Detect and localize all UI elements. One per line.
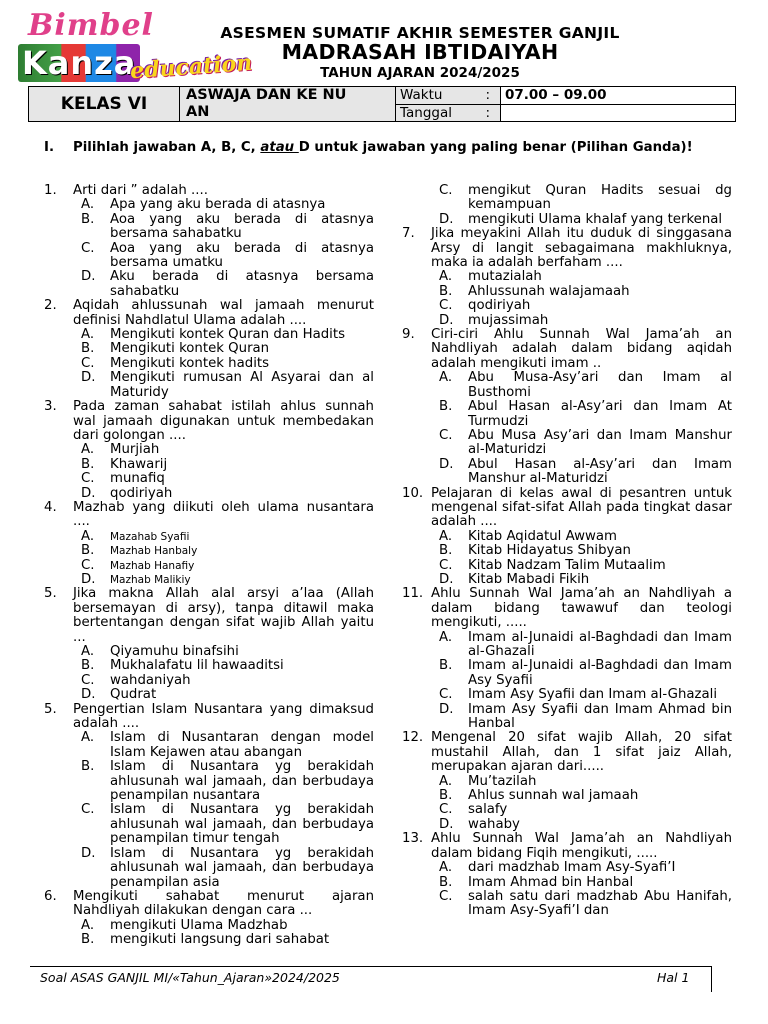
option-text: Mengikuti rumusan Al Asyarai dan al Maturidy bbox=[110, 370, 374, 400]
answer-option bbox=[81, 342, 374, 356]
option-letter: B. bbox=[81, 456, 95, 472]
question-text: Ciri-ciri Ahlu Sunnah Wal Jama’ah an Nahdliyah adalah dalam bidang aqidah adalah mengikuti imam .. bbox=[431, 327, 732, 371]
answer-option bbox=[439, 890, 732, 919]
answer-option bbox=[81, 487, 374, 501]
option-text: Khawarij bbox=[110, 456, 168, 472]
option-letter: A. bbox=[439, 860, 453, 876]
answer-option bbox=[439, 429, 732, 458]
footer-divider bbox=[30, 966, 712, 967]
option-text: Abu Musa Asy’ari dan Imam Manshur al-Maturidzi bbox=[468, 427, 732, 458]
option-text: Ahlus sunnah wal jamaah bbox=[468, 788, 639, 804]
date-label: Tanggal bbox=[400, 104, 453, 121]
option-text: Mazhab Hanafiy bbox=[110, 559, 195, 572]
answer-option bbox=[81, 371, 374, 400]
option-letter: D. bbox=[81, 845, 96, 861]
question-number: 5. bbox=[44, 701, 57, 717]
question-item bbox=[402, 328, 732, 486]
question-number: 5. bbox=[44, 586, 57, 602]
option-letter: B. bbox=[81, 759, 95, 775]
date-label-cell bbox=[396, 104, 501, 122]
answer-option bbox=[81, 242, 374, 271]
option-letter: C. bbox=[439, 183, 453, 198]
option-text: Mengikuti kontek Quran bbox=[110, 341, 270, 357]
question-item bbox=[44, 400, 374, 501]
question-number: 11. bbox=[402, 586, 424, 602]
left-column bbox=[44, 184, 374, 948]
question-number: 10. bbox=[402, 485, 424, 501]
option-text: salafy bbox=[468, 802, 508, 818]
option-text: Apa yang aku berada di atasnya bbox=[110, 197, 326, 213]
answer-option bbox=[439, 703, 732, 732]
option-letter: C. bbox=[81, 355, 95, 371]
option-letter: C. bbox=[439, 888, 453, 904]
question-text: Jika meyakini Allah itu duduk di singgasana Arsy di langit sebagaimana makhluknya, maka ia adalah berfaham .... bbox=[431, 226, 732, 271]
page-number: Hal 1 bbox=[657, 970, 690, 985]
question-item bbox=[44, 299, 374, 400]
option-text: Imam Asy Syafii dan Imam Ahmad bin Hanbal bbox=[468, 701, 732, 732]
question-item bbox=[402, 227, 732, 328]
option-text: Aoa yang aku berada di atasnya bersama sahabatku bbox=[110, 211, 374, 242]
logo-text-kanza: Kanza bbox=[18, 44, 140, 82]
answer-option bbox=[81, 573, 374, 587]
time-value: 07.00 – 09.00 bbox=[501, 87, 736, 105]
answer-option bbox=[81, 919, 374, 933]
option-letter: B. bbox=[439, 874, 453, 890]
option-text: Imam Ahmad bin Hanbal bbox=[468, 874, 634, 890]
answer-option bbox=[81, 443, 374, 457]
option-text: salah satu dari madzhab Abu Hanifah, Imam Asy-Syafi’I dan bbox=[468, 888, 732, 919]
option-letter: D. bbox=[81, 485, 96, 501]
option-letter: C. bbox=[81, 672, 95, 688]
question-text: Pada zaman sahabat istilah ahlus sunnah wal jamaah digunakan untuk membedakan dari golongan .... bbox=[73, 399, 374, 443]
answer-option bbox=[439, 530, 732, 544]
question-item bbox=[402, 487, 732, 588]
answer-option bbox=[81, 328, 374, 342]
answer-option bbox=[81, 803, 374, 846]
option-text: Mazhab Malikiy bbox=[110, 573, 191, 586]
option-letter: A. bbox=[81, 730, 95, 746]
question-text: Ahlu Sunnah Wal Jama’ah an Nahdliyah a dalam bidang tawawuf dan teologi mengikuti, ..... bbox=[431, 586, 732, 631]
instruction bbox=[44, 140, 734, 156]
option-text: Qudrat bbox=[110, 687, 157, 703]
answer-option bbox=[439, 659, 732, 688]
option-letter: B. bbox=[81, 932, 95, 948]
option-letter: A. bbox=[81, 917, 95, 933]
option-text: mengikut Quran Hadits sesuai dg kemampuan bbox=[468, 183, 732, 213]
subject-cell bbox=[180, 87, 396, 122]
option-letter: D. bbox=[439, 816, 454, 832]
option-text: Mengikuti kontek Quran dan Hadits bbox=[110, 327, 346, 343]
answer-option bbox=[439, 775, 732, 789]
option-letter: D. bbox=[81, 687, 96, 703]
option-text: munafiq bbox=[110, 471, 165, 487]
answer-option bbox=[439, 559, 732, 573]
question-item bbox=[44, 501, 374, 587]
question-number: 1. bbox=[44, 183, 57, 198]
class-cell: KELAS VI bbox=[29, 87, 180, 122]
answer-option bbox=[439, 213, 732, 227]
option-text: dari madzhab Imam Asy-Syafi’I bbox=[468, 860, 676, 876]
option-text: Qiyamuhu binafsihi bbox=[110, 644, 239, 659]
question-text: Mengenal 20 sifat wajib Allah, 20 sifat mustahil Allah, dan 1 sifat jaiz Allah, merupakan ajaran dari..... bbox=[431, 730, 732, 775]
answer-option bbox=[439, 789, 732, 803]
option-text: Mukhalafatu lil hawaaditsi bbox=[110, 658, 284, 674]
question-text: Arti dari ” adalah .... bbox=[73, 183, 208, 198]
answer-option bbox=[81, 357, 374, 371]
answer-option bbox=[439, 876, 732, 890]
time-label: Waktu bbox=[400, 87, 443, 103]
option-text: qodiriyah bbox=[468, 298, 531, 314]
question-item bbox=[44, 703, 374, 890]
option-text: Kitab Hidayatus Shibyan bbox=[468, 543, 631, 559]
answer-option bbox=[81, 731, 374, 760]
option-text: Islam di Nusantara yg berakidah ahlusunah wal jamaah, dan berbudaya penampilan asia bbox=[110, 845, 374, 890]
option-letter: B. bbox=[81, 341, 95, 357]
option-letter: A. bbox=[439, 773, 453, 789]
option-text: Abu Musa-Asy’ari dan Imam al Busthomi bbox=[468, 370, 732, 400]
answer-option bbox=[81, 544, 374, 558]
answer-option bbox=[81, 645, 374, 659]
answer-option bbox=[81, 688, 374, 702]
question-text: Aqidah ahlussunah wal jamaah menurut definisi Nahdlatul Ulama adalah .... bbox=[73, 298, 374, 328]
option-letter: B. bbox=[81, 658, 95, 674]
option-letter: C. bbox=[439, 557, 453, 573]
question-item bbox=[402, 832, 732, 918]
option-text: Islam di Nusantaran dengan model Islam Kejawen atau abangan bbox=[110, 730, 374, 760]
option-text: Aoa yang aku berada di atasnya bersama umatku bbox=[110, 240, 374, 271]
option-text: Mazhab Hanbaly bbox=[110, 545, 198, 558]
answer-option bbox=[81, 760, 374, 803]
answer-option bbox=[81, 458, 374, 472]
option-text: Abul Hasan al-Asy’ari dan Imam Manshur al-Maturidzi bbox=[468, 456, 732, 487]
subject-line-1: ASWAJA DAN KE NU bbox=[186, 87, 347, 103]
footer-title: Soal ASAS GANJIL MI/«Tahun_Ajaran»2024/2025 bbox=[40, 970, 340, 985]
option-letter: D. bbox=[439, 211, 454, 227]
option-letter: B. bbox=[439, 543, 453, 559]
question-number: 12. bbox=[402, 730, 424, 746]
time-colon: : bbox=[485, 87, 490, 103]
answer-option bbox=[439, 688, 732, 702]
option-letter: A. bbox=[439, 528, 453, 544]
option-letter: A. bbox=[81, 528, 95, 544]
option-letter: A. bbox=[81, 327, 95, 343]
question-number: 2. bbox=[44, 298, 57, 314]
option-letter: C. bbox=[81, 240, 95, 256]
question-item bbox=[402, 731, 732, 832]
option-letter: B. bbox=[439, 283, 453, 299]
question-number: 13. bbox=[402, 831, 424, 847]
option-text: Murjiah bbox=[110, 442, 160, 458]
option-text: Kitab Nadzam Talim Mutaalim bbox=[468, 557, 666, 573]
school-name: MADRASAH IBTIDAIYAH bbox=[281, 40, 559, 64]
option-text: Islam di Nusantara yg berakidah ahlusunah wal jamaah, dan berbudaya penampilan timur tengah bbox=[110, 802, 374, 847]
option-letter: C. bbox=[81, 802, 95, 818]
option-text: Islam di Nusantara yg berakidah ahlusunah wal jamaah, dan berbudaya penampilan nusantara bbox=[110, 759, 374, 804]
option-letter: D. bbox=[439, 312, 454, 328]
option-text: Aku berada di atasnya bersama sahabatku bbox=[110, 269, 374, 299]
subject-line-2: AN bbox=[186, 104, 210, 120]
option-letter: D. bbox=[81, 269, 96, 285]
answer-option bbox=[81, 559, 374, 573]
option-text: wahaby bbox=[468, 816, 520, 832]
answer-option bbox=[439, 299, 732, 313]
option-letter: B. bbox=[81, 543, 95, 559]
option-letter: A. bbox=[439, 629, 453, 645]
answer-option bbox=[439, 184, 732, 213]
footer-vertical-divider bbox=[711, 966, 712, 992]
option-letter: C. bbox=[81, 557, 95, 573]
option-text: Mazahab Syafii bbox=[110, 530, 190, 543]
option-letter: A. bbox=[81, 442, 95, 458]
answer-option bbox=[439, 314, 732, 328]
right-column bbox=[402, 184, 732, 919]
question-item bbox=[44, 587, 374, 702]
option-letter: B. bbox=[439, 658, 453, 674]
answer-option bbox=[439, 631, 732, 660]
question-number: 6. bbox=[44, 888, 57, 904]
question-item bbox=[44, 890, 374, 948]
option-letter: C. bbox=[439, 298, 453, 314]
date-value bbox=[501, 104, 736, 122]
question-text: Jika makna Allah alal arsyi a’laa (Allah bersemayan di arsy), tanpa ditawil maka bertentangan dengan sifat wajib Allah yaitu ... bbox=[73, 586, 374, 645]
option-text: Imam al-Junaidi al-Baghdadi dan Imam al-Ghazali bbox=[468, 629, 732, 659]
question-number: 3. bbox=[44, 399, 57, 415]
option-text: Mu’tazilah bbox=[468, 773, 537, 789]
option-letter: A. bbox=[81, 644, 95, 659]
option-text: Imam Asy Syafii dan Imam al-Ghazali bbox=[468, 687, 718, 703]
option-letter: D. bbox=[439, 701, 454, 717]
option-letter: C. bbox=[439, 687, 453, 703]
question-number: 4. bbox=[44, 499, 57, 515]
answer-option bbox=[439, 285, 732, 299]
date-colon: : bbox=[485, 104, 490, 121]
question-text: Ahlu Sunnah Wal Jama’ah an Nahdliyah dalam bidang Fiqih mengikuti, ..... bbox=[431, 831, 732, 861]
option-letter: D. bbox=[81, 370, 96, 386]
question-text: Pelajaran di kelas awal di pesantren untuk mengenal sifat-sifat Allah pada tingkat dasar adalah .... bbox=[431, 485, 732, 530]
option-letter: C. bbox=[439, 802, 453, 818]
answer-option bbox=[81, 213, 374, 242]
question-item bbox=[44, 184, 374, 299]
option-letter: A. bbox=[439, 269, 453, 285]
answer-option bbox=[439, 544, 732, 558]
option-text: wahdaniyah bbox=[110, 672, 191, 688]
answer-option bbox=[81, 847, 374, 890]
answer-option bbox=[81, 674, 374, 688]
logo-text-education: education bbox=[129, 49, 253, 85]
exam-info-table bbox=[28, 86, 736, 122]
answer-option bbox=[439, 371, 732, 400]
answer-option bbox=[439, 573, 732, 587]
option-letter: C. bbox=[81, 471, 95, 487]
option-letter: D. bbox=[439, 571, 454, 587]
answer-option bbox=[439, 803, 732, 817]
option-text: mengikuti Ulama khalaf yang terkenal bbox=[468, 211, 723, 227]
option-text: mengikuti langsung dari sahabat bbox=[110, 932, 330, 948]
option-text: Ahlussunah walajamaah bbox=[468, 283, 630, 299]
option-text: Imam al-Junaidi al-Baghdadi dan Imam Asy Syafii bbox=[468, 658, 732, 688]
instruction-part-3: D untuk jawaban yang paling benar (Pilihan Ganda)! bbox=[298, 140, 693, 155]
question-text: Mazhab yang diikuti oleh ulama nusantara .... bbox=[73, 499, 374, 530]
answer-option bbox=[81, 198, 374, 212]
option-letter: C. bbox=[439, 427, 453, 443]
instruction-part-1: Pilihlah jawaban A, B, C, bbox=[73, 140, 261, 155]
answer-option bbox=[81, 472, 374, 486]
option-text: mutazialah bbox=[468, 269, 542, 285]
question-text: Mengikuti sahabat menurut ajaran Nahdliyah dilakukan dengan cara ... bbox=[73, 888, 374, 919]
time-label-cell bbox=[396, 87, 501, 105]
answer-option bbox=[81, 933, 374, 947]
option-letter: A. bbox=[439, 370, 453, 386]
answer-option bbox=[81, 530, 374, 544]
option-text: qodiriyah bbox=[110, 485, 173, 501]
question-item bbox=[402, 587, 732, 731]
option-text: Abul Hasan al-Asy’ari dan Imam At Turmudzi bbox=[468, 399, 732, 429]
answer-option bbox=[439, 400, 732, 429]
option-text: Mengikuti kontek hadits bbox=[110, 355, 270, 371]
answer-option bbox=[81, 659, 374, 673]
question-number: 9. bbox=[402, 327, 415, 343]
answer-option bbox=[81, 270, 374, 299]
answer-option bbox=[439, 818, 732, 832]
answer-option bbox=[439, 861, 732, 875]
option-letter: B. bbox=[439, 788, 453, 804]
academic-year: TAHUN AJARAN 2024/2025 bbox=[320, 65, 520, 81]
logo-text-bimbel: Bimbel bbox=[28, 8, 154, 43]
option-letter: B. bbox=[439, 399, 453, 415]
option-letter: D. bbox=[81, 571, 96, 587]
option-text: mengikuti Ulama Madzhab bbox=[110, 917, 288, 933]
instruction-part-2: atau bbox=[260, 140, 299, 155]
option-text: mujassimah bbox=[468, 312, 549, 328]
answer-option bbox=[439, 458, 732, 487]
question-text: Pengertian Islam Nusantara yang dimaksud adalah .... bbox=[73, 701, 374, 732]
question-continuation bbox=[402, 184, 732, 227]
option-letter: D. bbox=[439, 456, 454, 472]
answer-option bbox=[439, 270, 732, 284]
instruction-text bbox=[73, 140, 734, 156]
option-letter: B. bbox=[81, 211, 95, 227]
option-text: Kitab Aqidatul Awwam bbox=[468, 528, 617, 544]
option-letter: A. bbox=[81, 197, 95, 213]
section-number: I. bbox=[44, 140, 54, 155]
exam-title: ASESMEN SUMATIF AKHIR SEMESTER GANJIL bbox=[220, 24, 620, 42]
option-text: Kitab Mabadi Fikih bbox=[468, 571, 590, 587]
question-number: 7. bbox=[402, 226, 415, 242]
